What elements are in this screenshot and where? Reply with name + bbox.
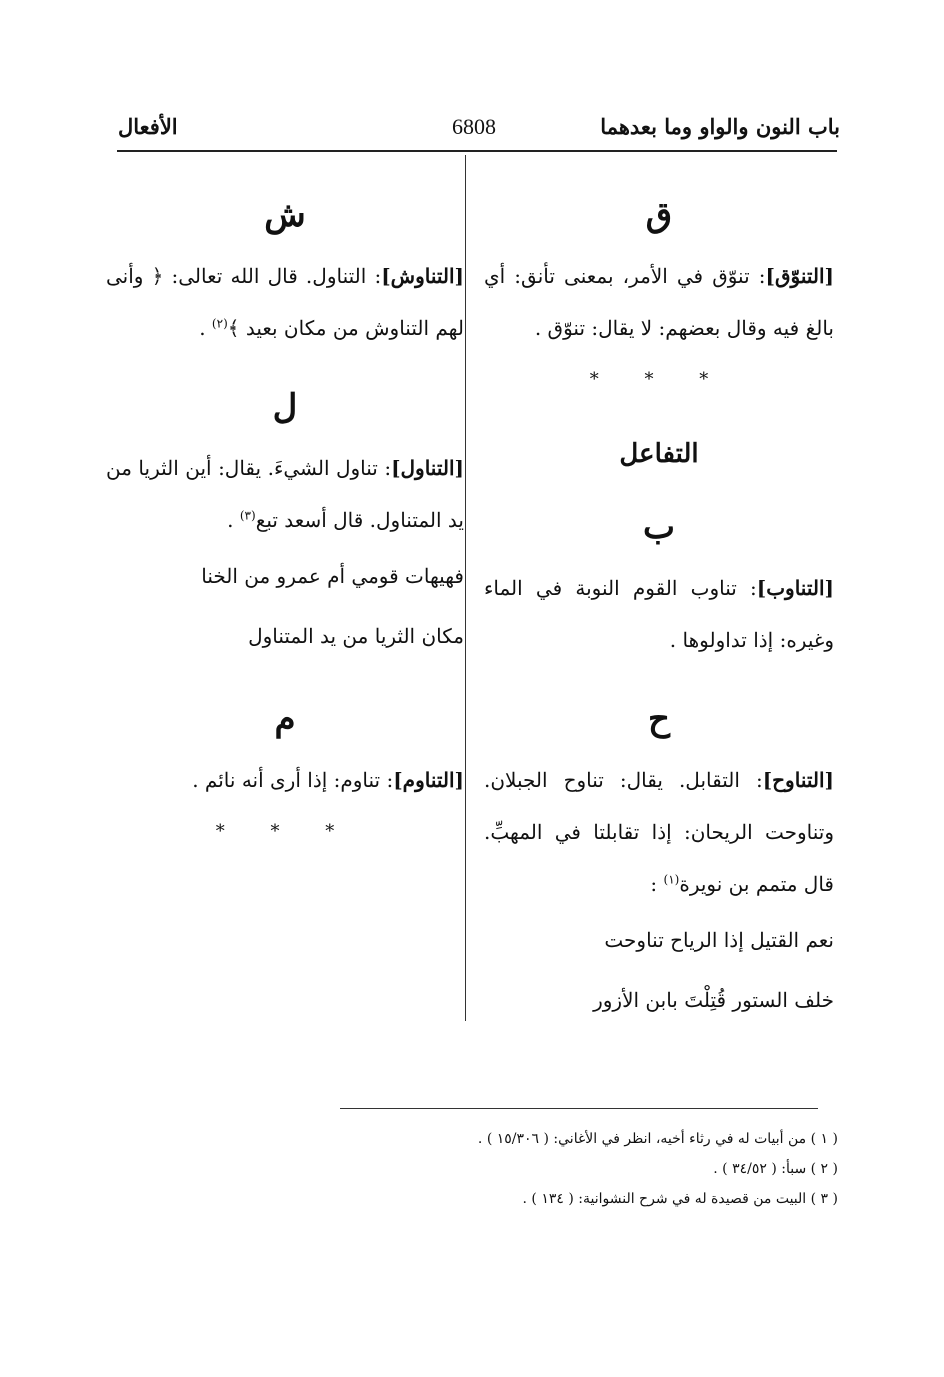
entry-definition-end: .: [227, 508, 240, 532]
entry-definition-end: .: [199, 316, 212, 340]
section-separator-stars: * * *: [589, 369, 729, 390]
entry-term: [التناوب]: [756, 576, 834, 600]
entry-term: [التناوح]: [762, 768, 834, 792]
letter-heading-ba: ب: [642, 507, 675, 547]
entry-definition: : التقابل. يقال: تناوح الجبلان. وتناوحت الريحان: إذا تقابلتا في المهبِّ. قال متمم بن نويرة: [484, 768, 834, 896]
right-column: [484, 180, 834, 1030]
entry-term: [التناوش]: [381, 264, 464, 288]
entry-definition-end: :: [650, 872, 664, 896]
footnote: ( ١ ) من أبيات له في رثاء أخيه، انظر في الأغاني: ( ١٥/٣٠٦ ) .: [477, 1131, 838, 1147]
entry-tanawush: [106, 250, 464, 354]
letter-heading-mim: م: [274, 699, 296, 739]
verse-line: نعم القتيل إذا الرياح تناوحت: [604, 928, 834, 952]
entry-term: [التناول]: [391, 456, 464, 480]
footnote: ( ٢ ) سبأ: ( ٣٤/٥٢ ) .: [713, 1161, 838, 1177]
column-divider: [465, 155, 466, 1021]
footnote-ref: (٢): [211, 316, 228, 331]
entry-tanawub: [484, 562, 834, 666]
section-separator-stars: * * *: [215, 821, 355, 842]
entry-term: [التنوّق]: [765, 264, 834, 288]
entry-tanawum: [106, 754, 464, 806]
entry-tanawwuq: [484, 250, 834, 354]
entry-tanawul: [106, 442, 464, 546]
footnote-ref: (٣): [239, 508, 256, 523]
verse-line: فهيهات قومي أم عمرو من الخنا: [201, 564, 464, 588]
verse-line: خلف الستور قُتِلْتَ بابن الأزور: [593, 988, 834, 1012]
page-number: 6808: [452, 114, 496, 139]
letter-heading-qaf: ق: [645, 195, 673, 235]
running-header-chapter: باب النون والواو وما بعدهما: [600, 114, 840, 139]
entry-tanawuh: [484, 754, 834, 910]
footnote: ( ٣ ) البيت من قصيدة له في شرح النشوانية: ( ١٣٤ ) .: [522, 1191, 838, 1207]
entry-definition: : تناوم: إذا أرى أنه نائم .: [192, 768, 394, 792]
entry-definition: : تنوّق في الأمر، بمعنى تأنق: أي بالغ فيه وقال بعضهم: لا يقال: تنوّق .: [484, 264, 834, 340]
entry-definition: : تناول الشيءَ. يقال: أين الثريا من يد المتناول. قال أسعد تبع: [106, 456, 464, 532]
section-title: التفاعل: [619, 439, 699, 469]
letter-heading-shin: ش: [264, 195, 306, 235]
footnote-ref: (١): [663, 872, 680, 887]
running-header-section: الأفعال: [118, 114, 178, 139]
letter-heading-lam: ل: [272, 387, 298, 427]
entry-definition: : تناوب القوم النوبة في الماء وغيره: إذا تداولوها .: [484, 576, 834, 652]
letter-heading-ha: ح: [648, 699, 670, 739]
left-column: [106, 180, 464, 868]
entry-term: [التناوم]: [393, 768, 464, 792]
footnotes: [278, 1124, 838, 1214]
footnote-rule: [340, 1108, 818, 1109]
header-rule: [117, 150, 837, 152]
entry-definition: : التناول. قال الله تعالى: ﴿ وأنى لهم التناوش من مكان بعيد ﴾: [106, 264, 464, 340]
verse-line: مكان الثريا من يد المتناول: [248, 624, 464, 648]
